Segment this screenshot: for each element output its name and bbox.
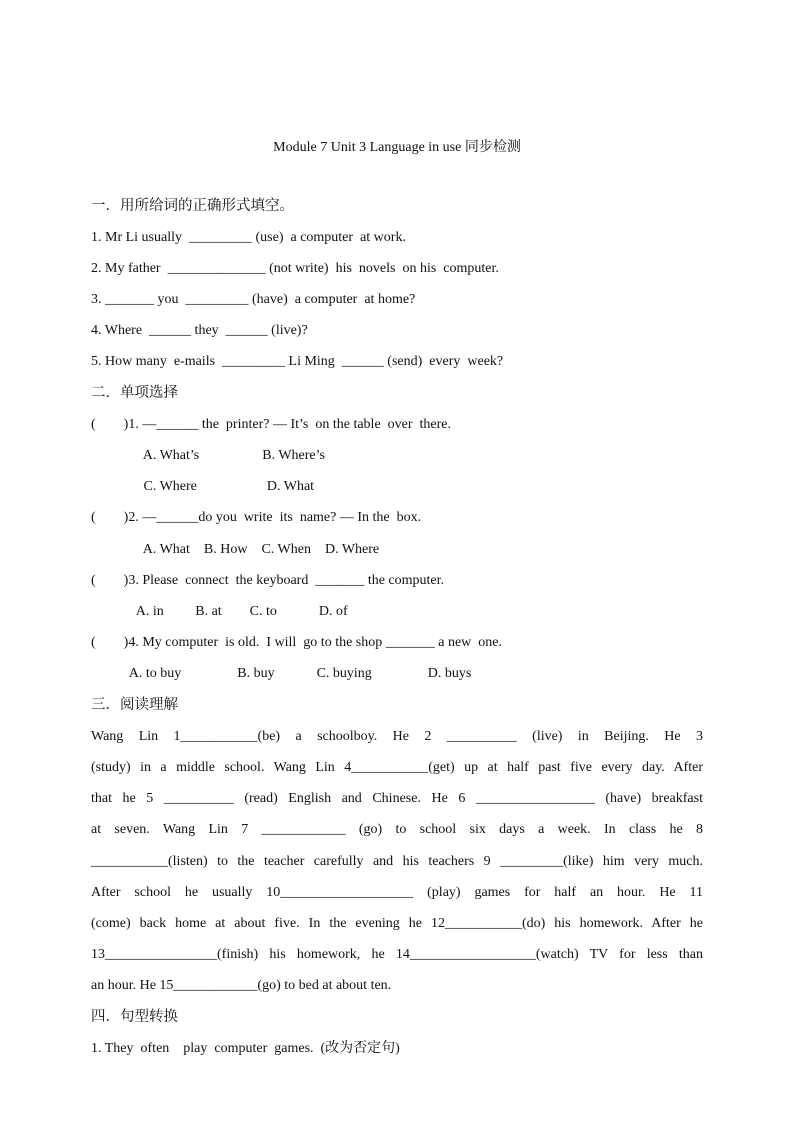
- passage-line: Wang Lin 1___________(be) a schoolboy. He 2 __________ (live) in Beijing. He 3: [91, 729, 703, 744]
- question-2-3: ( )3. Please connect the keyboard _______ the computer.: [91, 573, 445, 588]
- page-title: Module 7 Unit 3 Language in use 同步检测: [273, 140, 521, 155]
- passage-line: at seven. Wang Lin 7 ____________ (go) to school six days a week. In class he 8: [91, 822, 703, 837]
- question-2-2: ( )2. —______do you write its name? — In the box.: [91, 510, 422, 525]
- question-1-4: 4. Where ______ they ______ (live)?: [91, 323, 308, 338]
- passage-line: that he 5 __________ (read) English and Chinese. He 6 _________________ (have) breakfast: [91, 791, 703, 806]
- question-1-1: 1. Mr Li usually _________ (use) a computer at work.: [91, 230, 406, 245]
- section-1-heading: 一．用所给词的正确形式填空。: [91, 198, 294, 214]
- passage-line: an hour. He 15____________(go) to bed at about ten.: [91, 978, 392, 993]
- question-2-4-options: A. to buy B. buy C. buying D. buys: [91, 666, 472, 681]
- question-1-2: 2. My father ______________ (not write) his novels on his computer.: [91, 261, 499, 276]
- passage-line: (come) back home at about five. In the evening he 12___________(do) his homework. After he: [91, 916, 703, 931]
- question-1-3: 3. _______ you _________ (have) a computer at home?: [91, 292, 416, 307]
- question-2-2-options: A. What B. How C. When D. Where: [91, 542, 380, 557]
- question-2-1-options-b: C. Where D. What: [91, 479, 315, 494]
- passage-line: (study) in a middle school. Wang Lin 4___________(get) up at half past five every day. After: [91, 760, 703, 775]
- question-1-5: 5. How many e-mails _________ Li Ming ______ (send) every week?: [91, 354, 504, 369]
- passage-line: 13________________(finish) his homework, he 14__________________(watch) TV for less than: [91, 947, 703, 962]
- section-4-heading: 四．句型转换: [91, 1009, 178, 1025]
- question-2-4: ( )4. My computer is old. I will go to the shop _______ a new one.: [91, 635, 503, 650]
- section-3-heading: 三．阅读理解: [91, 697, 178, 713]
- question-2-1-options-a: A. What’s B. Where’s: [91, 448, 325, 463]
- passage-line: After school he usually 10___________________ (play) games for half an hour. He 11: [91, 885, 703, 900]
- question-2-1: ( )1. —______ the printer? — It’s on the table over there.: [91, 417, 452, 432]
- question-4-1: 1. They often play computer games. (改为否定句): [91, 1041, 400, 1056]
- question-2-3-options: A. in B. at C. to D. of: [91, 604, 348, 619]
- section-2-heading: 二．单项选择: [91, 385, 178, 401]
- passage-line: ___________(listen) to the teacher carefully and his teachers 9 _________(like) him very much.: [91, 854, 703, 869]
